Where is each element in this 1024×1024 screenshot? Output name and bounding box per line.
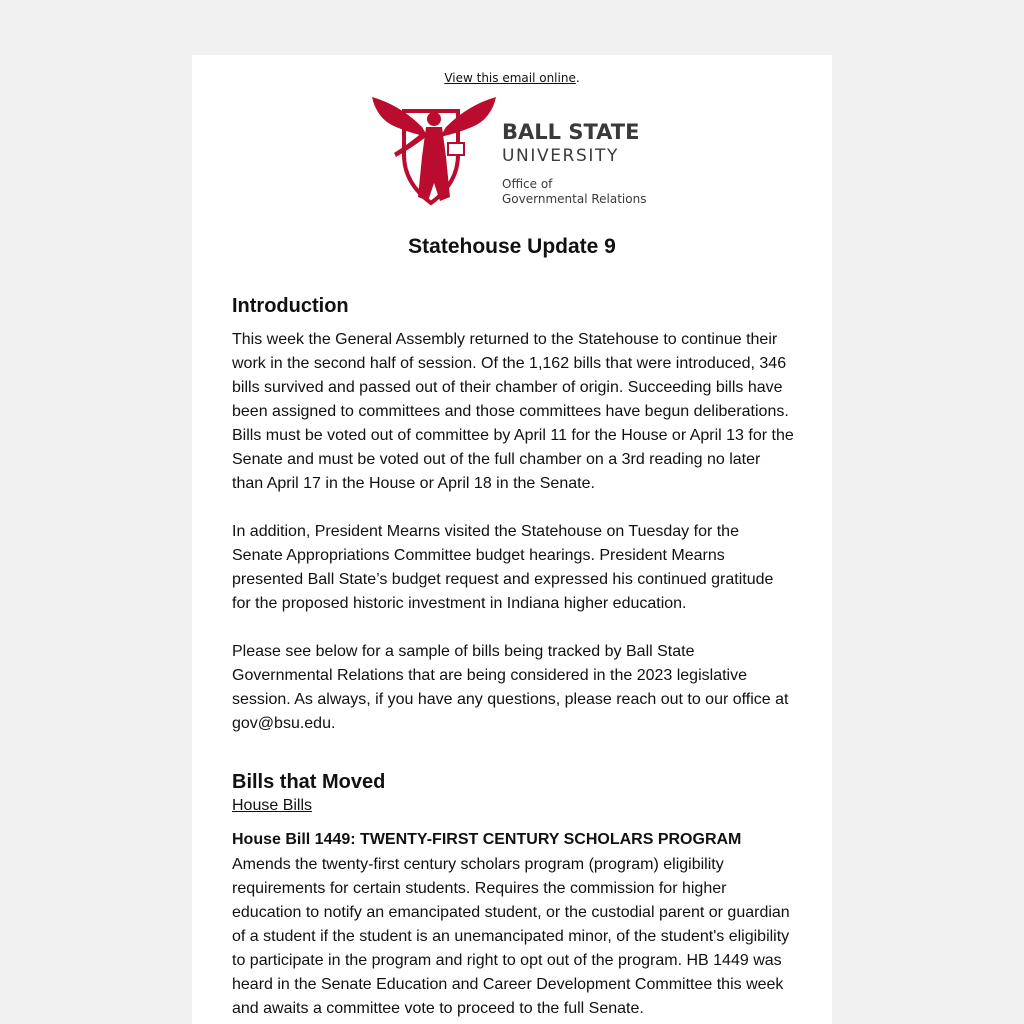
right-wing-icon	[440, 97, 496, 137]
office-email: gov@bsu.edu	[232, 715, 331, 732]
introduction-paragraph-2: In addition, President Mearns visited the Statehouse on Tuesday for the Senate Appropriations Committee budget hearings. President Mearns presented Ball State’s budget request and expressed his continued gratitude for the proposed historic investment in Indiana higher education.	[232, 523, 774, 612]
email-card	[192, 55, 832, 1024]
introduction-paragraph-3	[232, 640, 794, 736]
page-title: Statehouse Update 9	[408, 235, 616, 258]
view-online-row	[192, 70, 832, 86]
bills-moved-heading: Bills that Moved	[232, 771, 386, 793]
figure-arm-icon	[394, 131, 426, 157]
left-wing-icon	[372, 97, 428, 137]
ball-state-logo	[370, 97, 660, 209]
paragraph3-text: Please see below for a sample of bills being tracked by Ball State Governmental Relations that are being considered in the 2023 legislative session. As always, if you have any questions, please reach out to our office at	[232, 643, 789, 708]
figure-head-icon	[427, 112, 441, 126]
view-online-link[interactable]: View this email online	[444, 71, 576, 85]
view-online-suffix: .	[575, 71, 580, 85]
logo-graphic	[370, 97, 660, 209]
introduction-heading: Introduction	[232, 295, 349, 317]
logo-line2: UNIVERSITY	[502, 146, 619, 166]
logo-line4: Governmental Relations	[502, 192, 647, 206]
book-icon	[448, 143, 464, 155]
introduction-paragraph-1: This week the General Assembly returned to the Statehouse to continue their work in the second half of session. Of the 1,162 bills that were introduced, 346 bills survived and passed out of their chamber of origin. Succeeding bills have been assigned to committees and those committees have begun deliberations. Bills must be voted out of committee by April 11 for the House or April 13 for the Senate and must be voted out of the full chamber on a 3rd reading no later than April 17 in the House or April 18 in the Senate.	[232, 331, 794, 492]
house-bills-subheading: House Bills	[232, 797, 313, 814]
bill-description: Amends the twenty-first century scholars program (program) eligibility requirements for certain students. Requires the commission for higher education to notify an emancipated student, or the custodial parent or guardian of a student if the student is an unemancipated minor, of the student's eligibility to participate in the program and right to opt out of the program. HB 1449 was heard in the Senate Education and Career Development Committee this week and awaits a committee vote to proceed to the full Senate.	[232, 856, 790, 1017]
paragraph3-suffix: .	[330, 715, 336, 732]
logo-line1: BALL STATE	[502, 120, 640, 144]
logo-line3: Office of	[502, 177, 553, 191]
bill-title: House Bill 1449: TWENTY-FIRST CENTURY SCHOLARS PROGRAM	[232, 831, 742, 848]
